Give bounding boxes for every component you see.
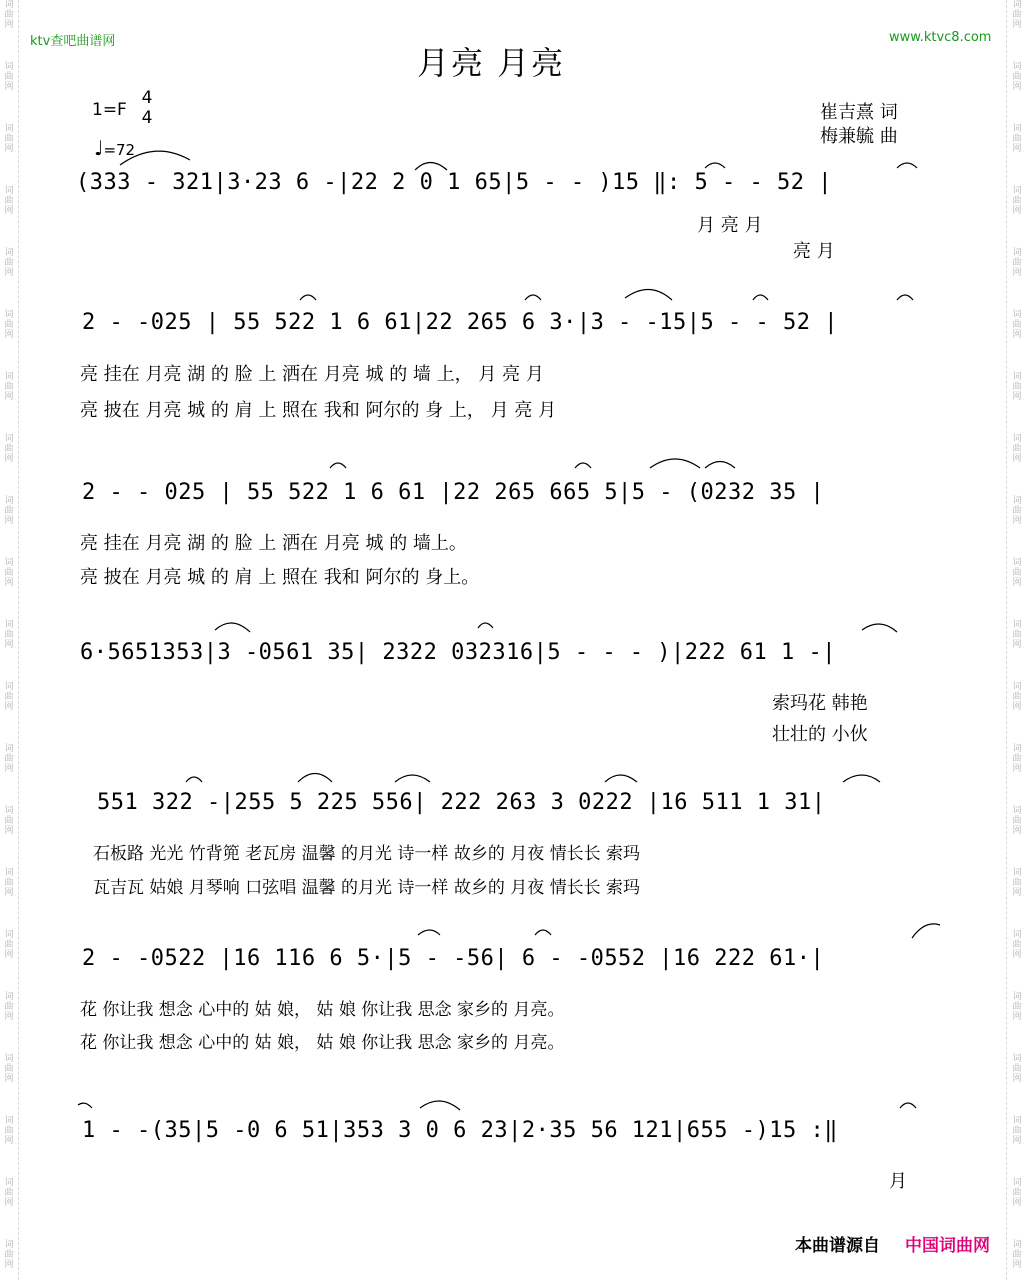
side-watermark-text: 词 曲 网 bbox=[4, 434, 14, 464]
slur bbox=[78, 1103, 92, 1108]
side-watermark-text: 词 曲 网 bbox=[1012, 1116, 1022, 1146]
score-row-lyrics: 壮壮的 小伙 bbox=[772, 724, 868, 745]
side-watermark-text: 词 曲 网 bbox=[4, 1240, 14, 1270]
side-watermark-text: 词 曲 网 bbox=[1012, 310, 1022, 340]
right-edge-line bbox=[1006, 0, 1007, 1280]
slur bbox=[478, 623, 493, 628]
score-row-lyrics: 亮 挂在 月亮 湖 的 脸 上 洒在 月亮 城 的 墙上。 bbox=[80, 533, 467, 554]
slur bbox=[897, 163, 917, 168]
side-watermark-text: 词 曲 网 bbox=[1012, 0, 1022, 30]
side-watermark-text: 词 曲 网 bbox=[4, 744, 14, 774]
side-watermark-text: 词 曲 网 bbox=[1012, 496, 1022, 526]
side-watermark-text: 词 曲 网 bbox=[1012, 620, 1022, 650]
side-watermark-text: 词 曲 网 bbox=[4, 558, 14, 588]
site-url-right: www.ktvc8.com bbox=[889, 30, 992, 45]
slur bbox=[897, 295, 913, 300]
slur bbox=[535, 930, 551, 935]
slur bbox=[215, 623, 250, 632]
score-row-lyrics: 花 你让我 想念 心中的 姑 娘， 姑 娘 你让我 思念 家乡的 月亮。 bbox=[80, 1000, 565, 1020]
score-row-notes: 2 - - 025 | 55 522 1 6 61 |22 265 665 5|5 - (0232 35 | bbox=[82, 480, 825, 505]
side-watermark-text: 词 曲 网 bbox=[4, 930, 14, 960]
side-watermark-text: 词 曲 网 bbox=[4, 620, 14, 650]
side-watermark-text: 词 曲 网 bbox=[1012, 434, 1022, 464]
score-row-lyrics: 亮 披在 月亮 城 的 肩 上 照在 我和 阿尔的 身 上， 月 亮 月 bbox=[80, 400, 557, 421]
slur bbox=[605, 775, 637, 782]
score-row-lyrics: 月 bbox=[889, 1171, 907, 1192]
song-title: 月亮 月亮 bbox=[417, 44, 566, 82]
slur bbox=[705, 163, 725, 168]
time-signature-bottom: 4 bbox=[141, 108, 153, 128]
score-row-lyrics: 月 亮 月 bbox=[697, 215, 763, 236]
side-watermark-text: 词 曲 网 bbox=[4, 124, 14, 154]
slur bbox=[625, 289, 672, 300]
score-row-lyrics: 亮 月 bbox=[793, 241, 835, 262]
slur bbox=[298, 774, 332, 783]
side-watermark-text: 词 曲 网 bbox=[4, 992, 14, 1022]
score-row-notes: (333 - 321|3·23 6 -|22 2 0 1 65|5 - - )15 ‖: 5 - - 52 | bbox=[76, 170, 832, 195]
side-watermark-text: 词 曲 网 bbox=[4, 1178, 14, 1208]
slur bbox=[912, 924, 940, 938]
side-watermark-text: 词 曲 网 bbox=[1012, 806, 1022, 836]
side-watermark-text: 词 曲 网 bbox=[1012, 62, 1022, 92]
score-row-lyrics: 瓦吉瓦 姑娘 月琴响 口弦唱 温馨 的月光 诗一样 故乡的 月夜 情长长 索玛 bbox=[93, 878, 641, 898]
key-signature: 1=F bbox=[92, 100, 127, 120]
slur bbox=[862, 624, 897, 632]
side-watermark-text: 词 曲 网 bbox=[4, 186, 14, 216]
side-watermark-text: 词 曲 网 bbox=[1012, 1178, 1022, 1208]
side-watermark-text: 词 曲 网 bbox=[4, 372, 14, 402]
side-watermark-text: 词 曲 网 bbox=[4, 62, 14, 92]
side-watermark-text: 词 曲 网 bbox=[1012, 558, 1022, 588]
score-row-lyrics: 索玛花 韩艳 bbox=[772, 693, 868, 714]
score-row-notes: 551 322 -|255 5 225 556| 222 263 3 0222 |16 511 1 31| bbox=[97, 790, 826, 815]
side-watermark-text: 词 曲 网 bbox=[1012, 124, 1022, 154]
score-row-notes: 2 - -0522 |16 116 6 5·|5 - -56| 6 - -0552 |16 222 61·| bbox=[82, 946, 825, 971]
slur bbox=[418, 930, 440, 935]
side-watermark-text: 词 曲 网 bbox=[4, 682, 14, 712]
score-row-notes: 2 - -025 | 55 522 1 6 61|22 265 6 3·|3 - -15|5 - - 52 | bbox=[82, 310, 838, 335]
slur bbox=[650, 459, 700, 468]
right-side-watermark bbox=[1009, 0, 1025, 1280]
side-watermark-text: 词 曲 网 bbox=[4, 1054, 14, 1084]
source-label: 本曲谱源自 bbox=[795, 1236, 880, 1256]
side-watermark-text: 词 曲 网 bbox=[4, 868, 14, 898]
side-watermark-text: 词 曲 网 bbox=[1012, 248, 1022, 278]
side-watermark-text: 词 曲 网 bbox=[4, 310, 14, 340]
side-watermark-text: 词 曲 网 bbox=[1012, 1054, 1022, 1084]
side-watermark-text: 词 曲 网 bbox=[1012, 930, 1022, 960]
tempo-marking bbox=[94, 136, 135, 160]
score-row-lyrics: 亮 挂在 月亮 湖 的 脸 上 洒在 月亮 城 的 墙 上， 月 亮 月 bbox=[80, 364, 544, 385]
slur bbox=[843, 775, 880, 782]
slur bbox=[705, 462, 735, 469]
tempo-value: =72 bbox=[103, 141, 136, 159]
side-watermark-text: 词 曲 网 bbox=[1012, 1240, 1022, 1270]
source-site-link[interactable]: 中国词曲网 bbox=[905, 1236, 990, 1256]
score-row-lyrics: 亮 披在 月亮 城 的 肩 上 照在 我和 阿尔的 身上。 bbox=[80, 567, 480, 588]
side-watermark-text: 词 曲 网 bbox=[1012, 744, 1022, 774]
side-watermark-text: 词 曲 网 bbox=[1012, 372, 1022, 402]
lyricist-credit: 崔吉熹 词 bbox=[820, 102, 898, 123]
side-watermark-text: 词 曲 网 bbox=[1012, 186, 1022, 216]
slur bbox=[415, 163, 447, 171]
composer-credit: 梅兼毓 曲 bbox=[820, 126, 898, 147]
side-watermark-text: 词 曲 网 bbox=[4, 0, 14, 30]
slur bbox=[753, 295, 768, 300]
site-name-left: ktv查吧曲谱网 bbox=[30, 34, 116, 49]
slur bbox=[300, 295, 316, 300]
score-row-lyrics: 花 你让我 想念 心中的 姑 娘， 姑 娘 你让我 思念 家乡的 月亮。 bbox=[80, 1033, 565, 1053]
slur bbox=[395, 775, 430, 782]
time-signature-top: 4 bbox=[141, 88, 153, 108]
side-watermark-text: 词 曲 网 bbox=[4, 248, 14, 278]
slur bbox=[420, 1101, 460, 1110]
side-watermark-text: 词 曲 网 bbox=[1012, 868, 1022, 898]
quarter-note-icon: ♩ bbox=[94, 136, 104, 160]
score-row-lyrics: 石板路 光光 竹背篼 老瓦房 温馨 的月光 诗一样 故乡的 月夜 情长长 索玛 bbox=[93, 844, 641, 864]
left-side-watermark bbox=[1, 0, 17, 1280]
slur bbox=[525, 295, 541, 300]
slur bbox=[186, 777, 202, 782]
score-row-notes: 1 - -(35|5 -0 6 51|353 3 0 6 23|2·35 56 121|655 -)15 :‖ bbox=[82, 1118, 838, 1143]
slur bbox=[900, 1103, 916, 1108]
left-edge-line bbox=[18, 0, 19, 1280]
side-watermark-text: 词 曲 网 bbox=[4, 1116, 14, 1146]
score-row-notes: 6·5651353|3 -0561 35| 2322 032316|5 - - - )|222 61 1 -| bbox=[80, 640, 836, 665]
side-watermark-text: 词 曲 网 bbox=[1012, 682, 1022, 712]
slur bbox=[575, 463, 591, 468]
side-watermark-text: 词 曲 网 bbox=[4, 806, 14, 836]
slur bbox=[330, 463, 346, 468]
side-watermark-text: 词 曲 网 bbox=[4, 496, 14, 526]
side-watermark-text: 词 曲 网 bbox=[1012, 992, 1022, 1022]
time-signature bbox=[139, 88, 155, 128]
